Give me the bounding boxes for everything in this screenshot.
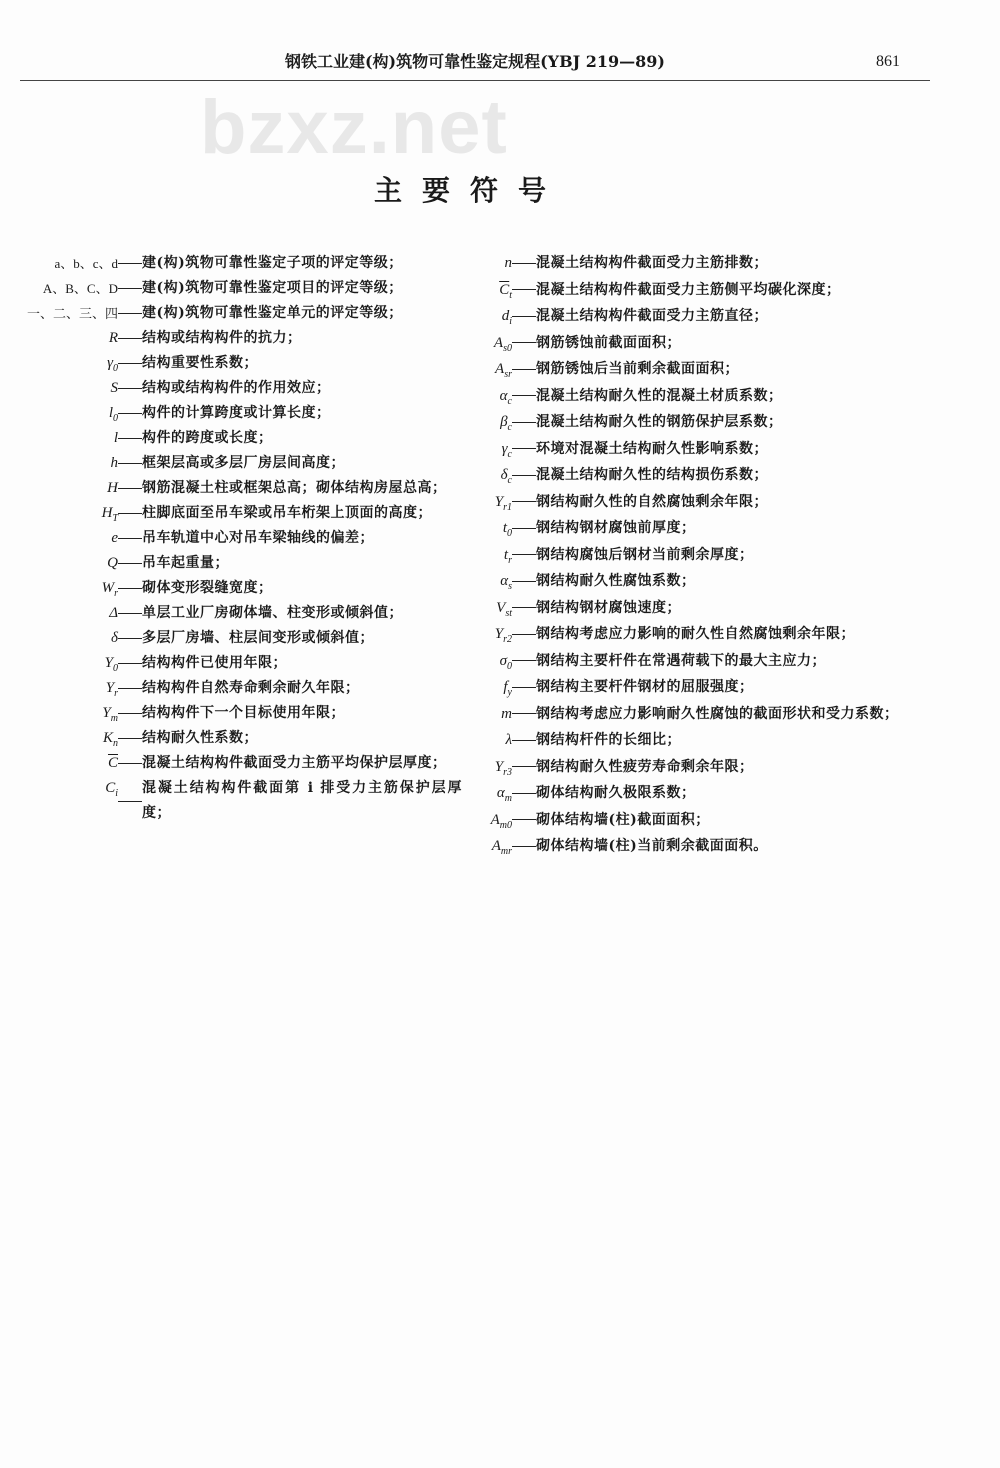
symbol-entry xyxy=(470,674,928,701)
symbol-definition: 钢筋混凝土柱或框架总高；砌体结构房屋总高； xyxy=(142,480,447,496)
symbol-definition: 钢筋锈蚀前截面面积； xyxy=(536,334,681,351)
symbol-subscript: c xyxy=(507,395,512,407)
em-dash-separator xyxy=(512,701,536,728)
em-dash-separator xyxy=(512,807,536,834)
symbol-definition: 钢结构杆件的长细比； xyxy=(536,732,681,748)
symbol-definition: 钢结构主要杆件在常遇荷载下的最大主应力； xyxy=(536,652,826,669)
symbol-subscript: c xyxy=(507,422,512,433)
symbol-entry xyxy=(470,409,928,436)
em-dash-separator xyxy=(118,276,142,301)
symbol-main: γ xyxy=(501,440,508,457)
symbol-subscript: n xyxy=(113,738,118,749)
symbol-subscript: 0 xyxy=(113,413,118,424)
symbol-entry xyxy=(470,621,928,648)
em-dash-separator xyxy=(118,701,142,726)
em-dash-separator xyxy=(118,301,142,326)
symbol-main: Y xyxy=(494,758,504,775)
em-dash-separator xyxy=(118,551,142,576)
symbol-entry xyxy=(0,651,462,676)
symbol-definition: 结构构件下一个目标使用年限； xyxy=(142,705,345,721)
symbol xyxy=(0,376,118,401)
symbol-definition: 混凝土结构耐久性的结构损伤系数； xyxy=(536,467,768,483)
symbol-entry xyxy=(470,727,928,754)
em-dash-separator xyxy=(512,250,536,277)
symbol-entry xyxy=(470,780,928,807)
symbol-subscript: c xyxy=(507,448,512,460)
symbol xyxy=(470,330,512,357)
symbol-subscript: i xyxy=(509,316,512,327)
symbol xyxy=(470,515,512,542)
symbol-entry xyxy=(0,551,462,576)
em-dash-separator xyxy=(512,542,536,569)
symbol xyxy=(0,351,118,376)
symbol-main: σ xyxy=(499,652,507,669)
symbol-main: f xyxy=(503,679,508,695)
symbol-definition: 构件的跨度或长度； xyxy=(142,430,273,446)
symbol-entry xyxy=(470,542,928,569)
symbol-entry xyxy=(0,576,462,601)
symbol xyxy=(0,651,118,676)
symbol-definition: 砌体结构墙(柱)当前剩余截面面积。 xyxy=(536,838,768,854)
em-dash-separator xyxy=(118,251,142,276)
symbol-entry xyxy=(0,676,462,701)
symbol xyxy=(0,451,118,476)
symbol-entry xyxy=(470,250,928,277)
symbol xyxy=(470,568,512,595)
symbol-main: Y xyxy=(105,680,115,696)
em-dash-separator xyxy=(118,476,142,501)
symbol xyxy=(0,751,118,776)
symbol-definition: 结构构件自然寿命剩余耐久年限； xyxy=(142,680,360,696)
symbol xyxy=(470,595,512,622)
symbol-subscript: r xyxy=(114,688,118,699)
symbol xyxy=(470,383,512,410)
symbol-main: A xyxy=(493,334,504,351)
symbol-subscript: r3 xyxy=(503,766,512,778)
symbol-definition: 砌体结构耐久极限系数； xyxy=(536,785,696,801)
header-rule xyxy=(20,80,930,81)
symbol-definition: 结构或结构构件的抗力； xyxy=(142,330,302,346)
symbol-entry xyxy=(0,501,462,526)
symbol-main: A xyxy=(491,838,501,854)
em-dash-separator xyxy=(512,780,536,807)
symbol-entry xyxy=(470,489,928,516)
symbol-definition: 钢筋锈蚀后当前剩余截面面积； xyxy=(536,361,739,377)
symbol xyxy=(0,576,118,601)
symbol-definition: 砌体变形裂缝宽度； xyxy=(142,580,273,596)
symbol-main: δ xyxy=(111,630,118,646)
symbol-definition: 环境对混凝土结构耐久性影响系数； xyxy=(536,440,768,457)
symbol-main: n xyxy=(504,255,512,271)
em-dash-separator xyxy=(512,515,536,542)
section-heading: 主要符号 xyxy=(374,174,567,207)
symbol-main: Y xyxy=(104,655,113,671)
symbol-subscript: r xyxy=(114,588,118,599)
em-dash-separator xyxy=(118,776,142,826)
symbol-main: Y xyxy=(494,493,504,510)
em-dash-separator xyxy=(512,648,536,675)
symbol-subscript: s0 xyxy=(503,342,512,354)
symbol-subscript: mr xyxy=(500,846,512,857)
symbol-definition: 钢结构考虑应力影响耐久性腐蚀的截面形状和受力系数； xyxy=(536,705,899,722)
em-dash-separator xyxy=(512,409,536,436)
symbol xyxy=(0,676,118,701)
symbol xyxy=(470,542,512,569)
symbol-main: S xyxy=(110,380,118,396)
symbol-definition: 混凝土结构构件截面受力主筋排数； xyxy=(536,255,768,271)
symbol-entry xyxy=(0,301,462,326)
symbol-entry xyxy=(470,303,928,330)
symbol-main: e xyxy=(111,530,118,546)
symbol xyxy=(0,301,118,326)
symbol-definition: 建(构)筑物可靠性鉴定项目的评定等级； xyxy=(142,280,403,296)
symbol-main: Q xyxy=(107,555,118,571)
em-dash-separator xyxy=(512,462,536,489)
symbol-main: A、B、C、D xyxy=(42,281,118,296)
symbol-main: δ xyxy=(500,467,508,483)
symbol-definition: 钢结构钢材腐蚀前厚度； xyxy=(536,520,696,536)
symbol xyxy=(470,277,512,304)
symbol-entry xyxy=(0,351,462,376)
symbol xyxy=(470,754,512,781)
symbol-definition: 钢结构腐蚀后钢材当前剩余厚度； xyxy=(536,546,754,563)
symbol-main: 一、二、三、四 xyxy=(26,306,118,321)
symbol-entry xyxy=(0,476,462,501)
symbol-entry xyxy=(470,754,928,781)
symbol-subscript: r xyxy=(508,554,512,566)
symbol xyxy=(470,409,512,436)
symbol-definition: 钢结构考虑应力影响的耐久性自然腐蚀剩余年限； xyxy=(536,626,855,642)
symbol-main: α xyxy=(499,387,508,404)
symbol xyxy=(470,489,512,516)
em-dash-separator xyxy=(118,376,142,401)
symbol-entry xyxy=(0,251,462,276)
symbol-list-left xyxy=(0,251,462,826)
em-dash-separator xyxy=(512,568,536,595)
symbol-definition: 结构构件已使用年限； xyxy=(142,655,287,671)
em-dash-separator xyxy=(118,401,142,426)
symbol-definition: 混凝土结构耐久性的钢筋保护层系数； xyxy=(536,414,783,430)
em-dash-separator xyxy=(512,727,536,754)
em-dash-separator xyxy=(512,489,536,516)
em-dash-separator xyxy=(118,601,142,626)
symbol-entry xyxy=(470,701,928,728)
symbol-definition: 混凝土结构耐久性的混凝土材质系数； xyxy=(536,387,783,404)
em-dash-separator xyxy=(512,754,536,781)
symbol-main: α xyxy=(496,785,505,801)
symbol-main: $\overline{C}$ xyxy=(499,281,510,298)
em-dash-separator xyxy=(512,621,536,648)
symbol-subscript: c xyxy=(507,475,512,486)
symbol xyxy=(470,621,512,648)
symbol-subscript: m xyxy=(110,713,118,724)
symbol xyxy=(470,727,512,754)
symbol-entry xyxy=(0,401,462,426)
symbol-entry xyxy=(0,751,462,776)
symbol-entry xyxy=(470,356,928,383)
symbol-subscript: 0 xyxy=(113,363,118,374)
symbol xyxy=(0,326,118,351)
em-dash-separator xyxy=(118,576,142,601)
symbol-definition: 建(构)筑物可靠性鉴定子项的评定等级； xyxy=(142,255,403,271)
symbol-definition: 钢结构耐久性腐蚀系数； xyxy=(536,573,696,589)
page-number: 861 xyxy=(876,53,900,70)
symbol xyxy=(0,601,118,626)
symbol-entry xyxy=(470,436,928,463)
symbol-entry xyxy=(470,277,928,304)
symbol-entry xyxy=(470,648,928,675)
symbol xyxy=(0,701,118,726)
symbol-entry xyxy=(0,626,462,651)
symbol-entry xyxy=(0,776,462,826)
symbol-main: t xyxy=(503,546,509,563)
symbol-entry xyxy=(470,383,928,410)
symbol xyxy=(0,501,118,526)
symbol-main: A xyxy=(490,811,500,828)
symbol-definition: 单层工业厂房砌体墙、柱变形或倾斜值； xyxy=(142,605,403,621)
em-dash-separator xyxy=(118,451,142,476)
symbol-main: β xyxy=(500,414,508,430)
symbol xyxy=(0,476,118,501)
symbol-subscript: st xyxy=(505,607,512,619)
symbol-entry xyxy=(0,426,462,451)
symbol xyxy=(470,807,512,834)
symbol xyxy=(0,251,118,276)
symbol xyxy=(470,780,512,807)
em-dash-separator xyxy=(118,526,142,551)
symbol-main: V xyxy=(496,599,506,616)
symbol xyxy=(470,356,512,383)
symbol-subscript: i xyxy=(115,788,118,799)
symbol-definition: 构件的计算跨度或计算长度； xyxy=(142,405,331,421)
symbol-main: d xyxy=(501,308,510,324)
symbol-main: H xyxy=(107,480,118,496)
symbol-main: γ xyxy=(107,355,113,371)
symbol-main: R xyxy=(108,330,118,346)
symbol xyxy=(470,648,512,675)
em-dash-separator xyxy=(118,351,142,376)
em-dash-separator xyxy=(118,501,142,526)
symbol-definition: 混凝土结构构件截面第 i 排受力主筋保护层厚度； xyxy=(142,780,462,821)
symbol-entry xyxy=(470,807,928,834)
symbol-main: l xyxy=(108,405,113,421)
symbol xyxy=(470,674,512,701)
symbol-subscript: 0 xyxy=(507,528,512,539)
symbol-main: t xyxy=(502,520,507,536)
watermark: bzxz.net xyxy=(200,85,508,170)
symbol-subscript: sr xyxy=(504,369,512,380)
symbol xyxy=(470,462,512,489)
symbol-definition: 钢结构耐久性疲劳寿命剩余年限； xyxy=(536,758,754,775)
symbol-entry xyxy=(470,462,928,489)
symbol xyxy=(0,776,118,826)
symbol xyxy=(0,276,118,301)
symbol-main: Y xyxy=(494,626,504,642)
symbol-entry xyxy=(0,701,462,726)
symbol-entry xyxy=(0,376,462,401)
symbol-subscript: 0 xyxy=(507,660,512,672)
symbol-main: h xyxy=(110,455,118,471)
symbol-definition: 吊车起重量； xyxy=(142,555,229,571)
symbol-subscript: y xyxy=(507,687,512,698)
running-header-title: 钢铁工业建(构)筑物可靠性鉴定规程(YBJ 219—89) xyxy=(284,52,666,71)
symbol-definition: 钢结构耐久性的自然腐蚀剩余年限； xyxy=(536,493,768,510)
em-dash-separator xyxy=(118,676,142,701)
symbol-main: Δ xyxy=(109,605,118,621)
symbol xyxy=(0,726,118,751)
symbol-entry xyxy=(470,595,928,622)
symbol xyxy=(470,833,512,860)
symbol-main: λ xyxy=(505,732,512,748)
symbol-main: $\overline{C}$ xyxy=(107,755,118,771)
em-dash-separator xyxy=(512,356,536,383)
symbol-definition: 结构或结构构件的作用效应； xyxy=(142,380,331,396)
em-dash-separator xyxy=(512,436,536,463)
symbol-subscript: r1 xyxy=(503,501,512,513)
em-dash-separator xyxy=(512,674,536,701)
symbol-subscript: 0 xyxy=(113,663,118,674)
symbol-main: K xyxy=(102,730,113,746)
symbol-main: α xyxy=(500,573,509,589)
symbol-definition: 框架层高或多层厂房层间高度； xyxy=(142,455,345,471)
symbol-entry xyxy=(0,526,462,551)
symbol-definition: 混凝土结构构件截面受力主筋侧平均碳化深度； xyxy=(536,281,841,298)
symbol-entry xyxy=(0,276,462,301)
symbol-subscript: s xyxy=(508,581,512,592)
symbol-entry xyxy=(470,330,928,357)
symbol-main: m xyxy=(501,705,512,722)
symbol-entry xyxy=(470,568,928,595)
symbol-definition: 结构重要性系数； xyxy=(142,355,258,371)
symbol xyxy=(470,250,512,277)
em-dash-separator xyxy=(118,626,142,651)
symbol xyxy=(0,401,118,426)
symbol xyxy=(470,303,512,330)
symbol xyxy=(0,626,118,651)
symbol-main: W xyxy=(101,580,115,596)
symbol-definition: 多层厂房墙、柱层间变形或倾斜值； xyxy=(142,630,374,646)
symbol-main: C xyxy=(105,780,116,796)
em-dash-separator xyxy=(118,426,142,451)
symbol-main: H xyxy=(101,505,113,521)
symbol-entry xyxy=(0,451,462,476)
symbol-entry xyxy=(470,833,928,860)
em-dash-separator xyxy=(118,751,142,776)
symbol-definition: 建(构)筑物可靠性鉴定单元的评定等级； xyxy=(142,305,403,321)
symbol-main: Y xyxy=(102,705,111,721)
em-dash-separator xyxy=(512,277,536,304)
em-dash-separator xyxy=(118,651,142,676)
symbol-definition: 钢结构钢材腐蚀速度； xyxy=(536,599,681,616)
symbol-list-right xyxy=(470,250,928,860)
symbol-subscript: m xyxy=(504,793,512,804)
symbol-definition: 柱脚底面至吊车梁或吊车桁架上顶面的高度； xyxy=(142,505,432,521)
symbol-subscript: m0 xyxy=(499,819,512,831)
em-dash-separator xyxy=(118,326,142,351)
symbol xyxy=(470,701,512,728)
em-dash-separator xyxy=(512,833,536,860)
symbol-definition: 砌体结构墙(柱)截面面积； xyxy=(536,811,710,828)
symbol-definition: 混凝土结构构件截面受力主筋平均保护层厚度； xyxy=(142,755,447,771)
symbol-definition: 混凝土结构构件截面受力主筋直径； xyxy=(536,308,768,324)
symbol-main: A xyxy=(495,361,505,377)
symbol-subscript: T xyxy=(112,513,118,524)
em-dash-separator xyxy=(512,595,536,622)
symbol xyxy=(0,551,118,576)
symbol xyxy=(470,436,512,463)
em-dash-separator xyxy=(512,303,536,330)
em-dash-separator xyxy=(118,726,142,751)
symbol-main: a、b、c、d xyxy=(54,256,118,271)
symbol-entry xyxy=(0,726,462,751)
symbol-subscript: t xyxy=(509,289,512,301)
symbol-definition: 钢结构主要杆件钢材的屈服强度； xyxy=(536,679,754,695)
symbol xyxy=(0,526,118,551)
symbol-main: l xyxy=(113,430,118,446)
symbol-entry xyxy=(0,601,462,626)
symbol-definition: 吊车轨道中心对吊车梁轴线的偏差； xyxy=(142,530,374,546)
symbol-subscript: r2 xyxy=(503,634,512,645)
symbol-entry xyxy=(470,515,928,542)
em-dash-separator xyxy=(512,330,536,357)
symbol-entry xyxy=(0,326,462,351)
em-dash-separator xyxy=(512,383,536,410)
symbol-definition: 结构耐久性系数； xyxy=(142,730,258,746)
symbol xyxy=(0,426,118,451)
